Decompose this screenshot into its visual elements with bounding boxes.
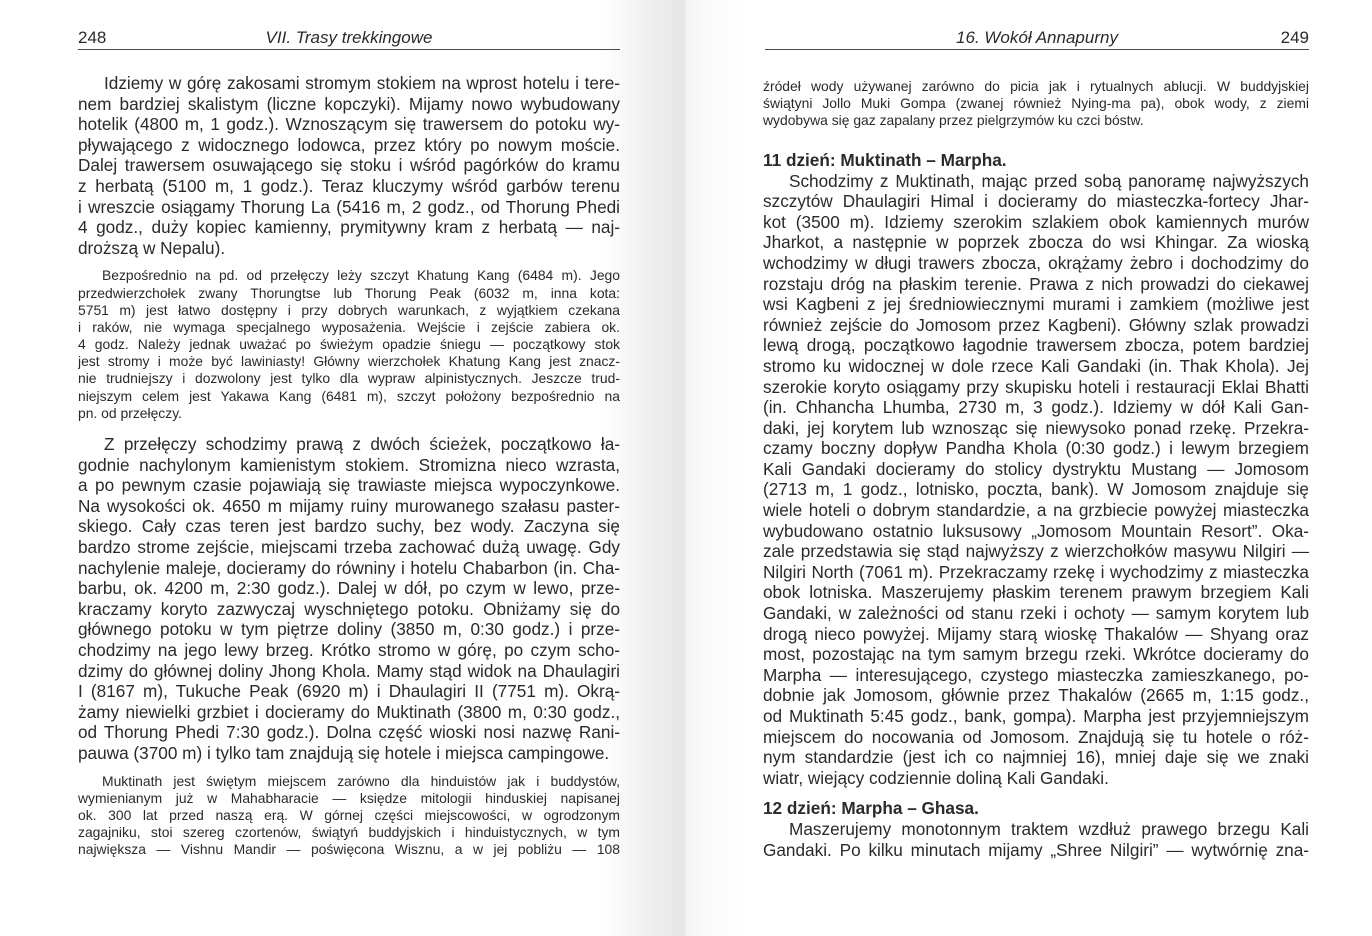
- section-heading-day-12: 12 dzień: Marpha – Ghasa.: [763, 798, 979, 819]
- text-line: Gandaki. Po kilku minutach mijamy „Shree Nilgiri” — wytwórnię zna-: [763, 839, 1309, 860]
- text-line: z herbatą (5100 m, 1 godz.). Teraz kluczymy wśród garbów terenu: [78, 175, 620, 196]
- text-line: wydobywa się gaz zapalany przez pielgrzymów ku czci bóstw.: [763, 112, 1144, 129]
- text-line: Maszerujemy monotonnym traktem wzdłuż prawego brzegu Kali: [789, 819, 1309, 840]
- text-line: Gandaki, w zależności od stanu rzeki i ochoty — samym korytem lub: [763, 603, 1309, 624]
- page-number: 249: [1280, 28, 1309, 47]
- text-line: zale przedstawia się stąd najwyższy z wierzchołków masywu Nilgiri —: [763, 541, 1309, 562]
- text-line: Idziemy w górę zakosami stromym stokiem na wprost hotelu i tere-: [104, 73, 620, 93]
- text-line: szerokie koryto osiągamy przy skupisku hoteli i restauracji Eklai Bhatti: [763, 376, 1309, 397]
- text-line: chodzimy na jego lewy brzeg. Krótko stromo w górę, po czym scho-: [78, 639, 620, 660]
- text-line: przedwierzchołek zwany Thorungtse lub Thorung Peak (6032 m, inna kota:: [78, 284, 620, 301]
- running-title: 16. Wokół Annapurny: [956, 28, 1118, 47]
- text-line: hotelik (4800 m, 1 godz.). Wznoszącym się trawersem do potoku wy-: [78, 114, 620, 135]
- text-line: droższą w Nepalu).: [78, 237, 226, 258]
- text-line: świątyni Jollo Muki Gompa (zwanej również Nying-ma pa), obok wody, z ziemi: [763, 95, 1309, 112]
- text-line: wiatr, wiejący codziennie doliną Kali Gandaki.: [763, 767, 1109, 788]
- text-line: Kali Gandaki docieramy do stolicy dystryktu Mustang — Jomosom: [763, 458, 1309, 479]
- right-page-body: [763, 78, 1309, 861]
- text-line: wiele hoteli o dobrym standardzie, a na grzbiecie powyżej miasteczka: [763, 500, 1309, 521]
- right-page: [686, 0, 1372, 936]
- section-heading-day-11: 11 dzień: Muktinath – Marpha.: [763, 149, 1007, 170]
- text-line: Z przełęczy schodzimy prawą z dwóch ścieżek, początkowo ła-: [104, 434, 620, 455]
- text-line: Bezpośrednio na pd. od przełęczy leży szczyt Khatung Kang (6484 m). Jego: [102, 267, 620, 284]
- text-line: nie trudniejszy i dozwolony jest tylko dla wypraw alpinistycznych. Jeszcze trud-: [78, 370, 620, 387]
- text-line: żamy niewielki grzbiet i docieramy do Muktinath (3800 m, 0:30 godz.,: [78, 701, 620, 722]
- text-line: od Muktinath 5:45 godz., bank, gompa). Marpha jest przyjemniejszym: [763, 706, 1309, 726]
- text-line: daki, jej korytem lub wznosząc się niewysoko ponad rzekę. Przekra-: [763, 417, 1309, 438]
- text-line: jest stromy i może być lawiniasty! Główny wierzchołek Khatung Kang jest znacz-: [78, 353, 620, 370]
- text-line: dobnie jak Jomosom, głównie przez Thakalów (2665 m, 1:15 godz.,: [763, 685, 1309, 706]
- text-line: godnie nachylonym kamienistym stokiem. Stromizna nieco wzrasta,: [78, 454, 620, 475]
- text-line: nym standardzie (jest ich co najmniej 16), mniej daje się we znaki: [763, 747, 1309, 768]
- text-line: wchodzimy w długi trawers zbocza, okrążamy żebro i dochodzimy do: [763, 252, 1309, 273]
- text-line: a po pewnym czasie pojawiają się trawiaste miejsca wypoczynkowe.: [78, 475, 620, 496]
- text-line: most, pozostając na tym samym brzegu rzeki. Wkrótce docieramy do: [763, 644, 1309, 665]
- text-line: Jharkot, a następnie w poprzek zbocza do wsi Khingar. Za wioską: [763, 232, 1309, 253]
- text-line: Nilgiri North (7061 m). Przekraczamy rzekę i wychodzimy z miasteczka: [763, 561, 1309, 582]
- page-number: 248: [78, 28, 107, 47]
- right-page-header: [765, 27, 1309, 50]
- text-line: stromo ku widocznej w dole rzece Kali Gandaki (in. Thak Khola). Jej: [763, 355, 1309, 376]
- note-block: [78, 267, 620, 422]
- text-line: rozstaju dróg na płaskim terenie. Prawa z nich prowadzi do ciekawej: [763, 273, 1309, 294]
- text-line: Na wysokości ok. 4650 m mijamy ruiny murowanego szałasu paster-: [78, 495, 620, 516]
- text-line: ok. 300 lat przed naszą erą. W górnej części miejscowości, w ogrodzonym: [78, 806, 620, 823]
- paragraph: [78, 434, 620, 764]
- paragraph: [78, 73, 620, 258]
- left-page-header: [78, 27, 620, 50]
- text-line: lewą drogą, początkowo łagodnie trawersem zbocza, potem bardziej: [763, 335, 1309, 356]
- text-line: pływającego z widocznego lodowca, przez który po nowym moście.: [78, 134, 620, 155]
- text-line: wymienianym już w Mahabharacie — księdze mitologii hinduskiej napisanej: [78, 789, 620, 806]
- text-line: kraczamy koryto zazwyczaj wyschniętego potoku. Obniżamy się do: [78, 598, 620, 619]
- text-line: skiego. Cały czas teren jest bardzo suchy, bez wody. Zaczyna się: [78, 516, 620, 537]
- text-line: dzimy do głównej doliny Jhong Khola. Mamy stąd widok na Dhaulagiri: [78, 660, 620, 681]
- text-line: największa — Vishnu Mandir — poświęcona Wisznu, a w jej pobliżu — 108: [78, 841, 620, 858]
- paragraph: [763, 819, 1309, 860]
- running-title: VII. Trasy trekkingowe: [265, 28, 433, 47]
- text-line: (2713 m, 1 godz., lotnisko, poczta, bank). W Jomosom znajduje się: [763, 479, 1309, 500]
- note-block: [763, 78, 1309, 130]
- text-line: I (8167 m), Tukuche Peak (6920 m) i Dhaulagiri II (7751 m). Okrą-: [78, 681, 620, 702]
- text-line: wybudowano ostatnio luksusowy „Jomosom Mountain Resort”. Oka-: [763, 520, 1309, 541]
- text-line: głównego potoku w tym piętrze doliny (3850 m, 0:30 godz.) i prze-: [78, 619, 620, 640]
- text-line: Schodzimy z Muktinath, mając przed sobą panoramę najwyższych: [789, 170, 1309, 191]
- text-line: niejszym celem jest Yakawa Kang (6481 m), szczyt położony bezpośrednio na: [78, 387, 620, 404]
- text-line: Muktinath jest świętym miejscem zarówno dla hinduistów jak i buddystów,: [102, 772, 620, 789]
- note-block: [78, 773, 620, 859]
- text-line: nem bardziej skalistym (liczne kopczyki). Mijamy nowo wybudowany: [78, 93, 620, 114]
- text-line: źródeł wody używanej zarówno do picia jak i rytualnych ablucji. W buddyjskiej: [763, 78, 1309, 94]
- text-line: i wreszcie osiągamy Thorung La (5416 m, 2 godz., od Thorung Phedi: [78, 196, 620, 217]
- text-line: szczytów Dhaulagiri Himal i docieramy do miasteczka-fortecy Jhar-: [763, 191, 1309, 212]
- text-line: 4 godz. Należy jednak uważać po świeżym opadzie śniegu — początkowy stok: [78, 336, 620, 353]
- text-line: Marpha — interesującego, czystego miasteczka zamieszkanego, po-: [763, 664, 1309, 685]
- text-line: miejscem do nocowania od Jomosom. Znajdują się tu hotele o róż-: [763, 726, 1309, 747]
- text-line: pauwa (3700 m) i tylko tam znajdują się hotele i miejsca campingowe.: [78, 742, 610, 763]
- text-line: 5751 m) jest łatwo dostępny i przy dobrych warunkach, z wyjątkiem czekana: [78, 301, 620, 318]
- text-line: kot (3500 m). Idziemy szerokim szlakiem obok kamiennych murów: [763, 211, 1309, 232]
- text-line: zagajniku, stoi szereg czortenów, świątyń buddyjskich i hinduistycznych, w tym: [78, 824, 620, 841]
- text-line: 4 godz., duży kopiec kamienny, prymitywny kram z herbatą — naj-: [78, 217, 620, 238]
- text-line: drogą nieco powyżej. Mijamy starą wioskę Thakalów — Shyang oraz: [763, 623, 1309, 644]
- text-line: obok lotniska. Maszerujemy płaskim terenem prawym brzegiem Kali: [763, 582, 1309, 603]
- text-line: czamy boczny dopływ Pandha Khola (0:30 godz.) i lewym brzegiem: [763, 438, 1309, 459]
- text-line: barbu, ok. 4200 m, 2:30 godz.). Dalej w dół, po czym w lewo, prze-: [78, 578, 620, 599]
- text-line: Dalej trawersem osuwającego się stoku i wśród pagórków do kramu: [78, 155, 620, 176]
- paragraph: [763, 171, 1309, 789]
- text-line: również zejście do Jomosom przez Kagbeni). Główny szlak prowadzi: [763, 314, 1309, 335]
- text-line: i raków, nie wymaga specjalnego wyposażenia. Wejście i zejście zabiera ok.: [78, 318, 620, 335]
- text-line: od Thorung Phedi 7:30 godz.). Dolna część wioski nosi nazwę Rani-: [78, 722, 620, 743]
- text-line: (in. Chhancha Lhumba, 2730 m, 3 godz.). Idziemy w dół Kali Gan-: [763, 397, 1309, 418]
- text-line: wsi Kagbeni z jej średniowiecznymi murami i zamkiem (możliwe jest: [763, 294, 1309, 315]
- text-line: pn. od przełęczy.: [78, 404, 182, 421]
- text-line: bardzo strome zejście, miejscami trzeba zachować dużą uwagę. Gdy: [78, 537, 620, 557]
- left-page-body: [78, 73, 620, 858]
- text-line: nachylenie maleje, docieramy do równiny i hotelu Chabarbon (in. Cha-: [78, 557, 620, 578]
